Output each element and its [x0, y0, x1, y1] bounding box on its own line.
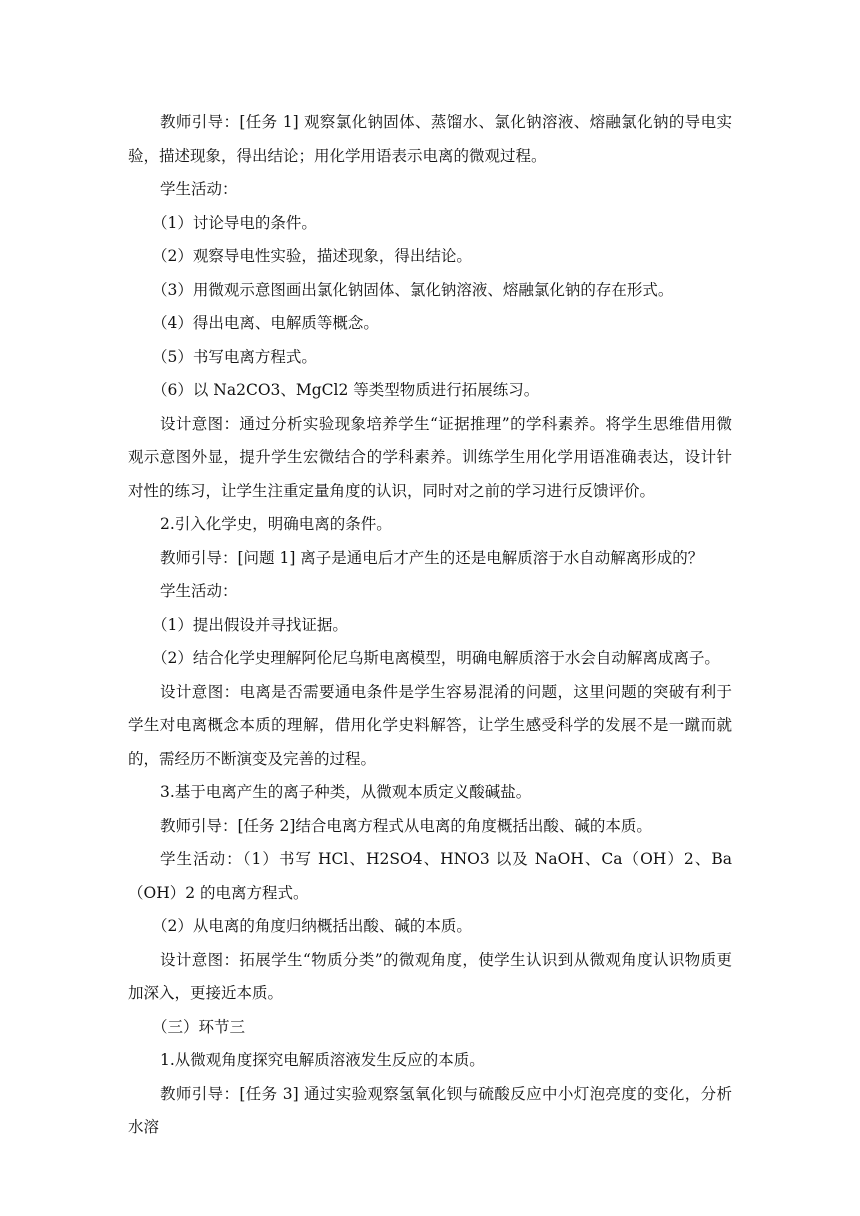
- list-item: （5）书写电离方程式。: [152, 347, 317, 366]
- paragraph-student-activity-heading: 学生活动：: [160, 582, 238, 600]
- paragraph-design-intent: 设计意图：通过分析实验现象培养学生“证据推理”的学科素养。将学生思维借用微观示意图外显，提升学生宏微结合的学科素养。训练学生用化学用语准确表达，设计针对性的练习，让学生注重定量角度的认识，同时对之前的学习进行反馈评价。: [128, 414, 732, 500]
- list-item: （1）提出假设并寻找证据。: [152, 615, 348, 634]
- document-body: [128, 106, 732, 1145]
- paragraph-teacher-guide-task-2: 教师引导：[任务 2]结合电离方程式从电离的角度概括出酸、碱的本质。: [160, 816, 652, 835]
- list-item: （2）从电离的角度归纳概括出酸、碱的本质。: [152, 917, 472, 935]
- list-item: （4）得出电离、电解质等概念。: [152, 314, 379, 332]
- section-heading: 1.从微观角度探究电解质溶液发生反应的本质。: [160, 1051, 485, 1069]
- paragraph-teacher-guide-task-3: 教师引导：[任务 3] 通过实验观察氢氧化钡与硫酸反应中小灯泡亮度的变化，分析水溶: [128, 1084, 732, 1136]
- section-heading: 2.引入化学史，明确电离的条件。: [160, 515, 392, 533]
- section-heading: （三）环节三: [152, 1017, 246, 1036]
- list-item: （1）讨论导电的条件。: [152, 213, 317, 232]
- paragraph-student-activity: 学生活动：（1）书写 HCl、H2SO4、HNO3 以及 NaOH、Ca（OH）2、Ba（OH）2 的电离方程式。: [128, 850, 732, 902]
- list-item: （2）结合化学史理解阿伦尼乌斯电离模型，明确电解质溶于水会自动解离成离子。: [152, 649, 720, 667]
- list-item: （2）观察导电性实验，描述现象，得出结论。: [152, 247, 472, 265]
- list-item: （3）用微观示意图画出氯化钠固体、氯化钠溶液、熔融氯化钠的存在形式。: [152, 280, 674, 299]
- section-heading: 3.基于电离产生的离子种类，从微观本质定义酸碱盐。: [160, 783, 532, 801]
- paragraph-teacher-guide-task-1: 教师引导：[任务 1] 观察氯化钠固体、蒸馏水、氯化钠溶液、熔融氯化钠的导电实验，描述现象，得出结论；用化学用语表示电离的微观过程。: [128, 113, 732, 165]
- paragraph-student-activity-heading: 学生活动：: [160, 180, 238, 198]
- paragraph-design-intent: 设计意图：拓展学生“物质分类”的微观角度，使学生认识到从微观角度认识物质更加深入，更接近本质。: [128, 950, 732, 1002]
- list-item: （6）以 Na2CO3、MgCl2 等类型物质进行拓展练习。: [152, 381, 540, 399]
- paragraph-teacher-guide-question-1: 教师引导：[问题 1] 离子是通电后才产生的还是电解质溶于水自动解离形成的？: [160, 548, 704, 567]
- paragraph-design-intent: 设计意图：电离是否需要通电条件是学生容易混淆的问题，这里问题的突破有利于学生对电离概念本质的理解，借用化学史料解答，让学生感受科学的发展不是一蹴而就的，需经历不断演变及完善的过程。: [128, 682, 732, 768]
